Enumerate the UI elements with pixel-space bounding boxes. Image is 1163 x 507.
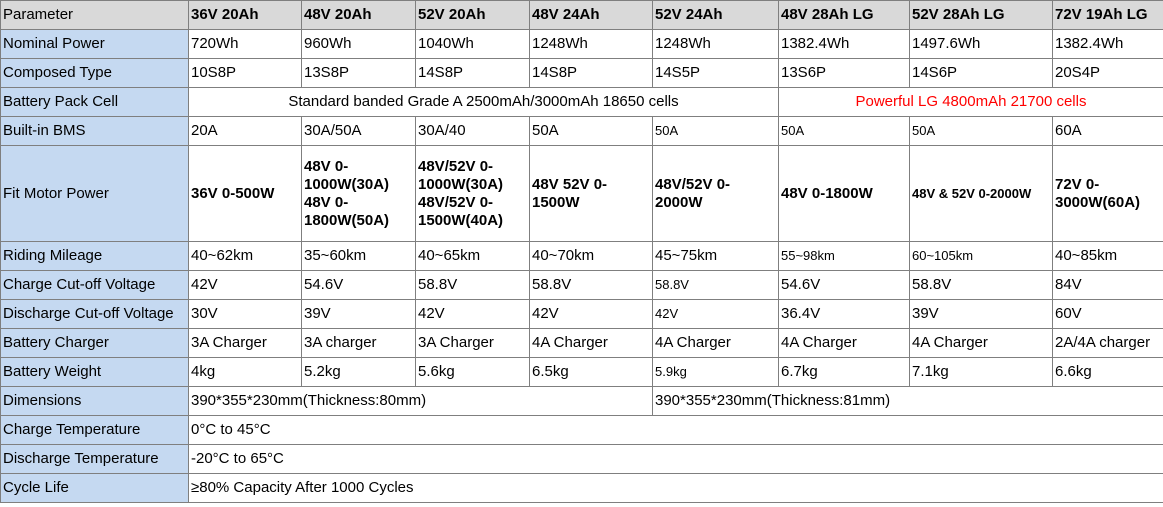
row-cycle-life: [1, 474, 1163, 503]
cell: 5.2kg: [302, 358, 416, 387]
cell: 40~62km: [189, 242, 302, 271]
cell: 58.8V: [653, 271, 779, 300]
lg-cells-note: Powerful LG 4800mAh 21700 cells: [779, 88, 1163, 117]
cell: 4A Charger: [779, 329, 910, 358]
row-discharge-cutoff-voltage: [1, 300, 1163, 329]
cell: 48V/52V 0-1000W(30A) 48V/52V 0-1500W(40A): [416, 146, 530, 242]
cell: 36.4V: [779, 300, 910, 329]
cell: 4A Charger: [653, 329, 779, 358]
row-charge-temperature: [1, 416, 1163, 445]
charge-temperature-value: 0°C to 45°C: [189, 416, 1163, 445]
row-label: Fit Motor Power: [1, 146, 189, 242]
cell: 4A Charger: [530, 329, 653, 358]
row-label: Battery Charger: [1, 329, 189, 358]
cell: 5.9kg: [653, 358, 779, 387]
row-dimensions: [1, 387, 1163, 416]
header-row: [1, 1, 1163, 30]
cell: 48V/52V 0-2000W: [653, 146, 779, 242]
row-discharge-temperature: [1, 445, 1163, 474]
cell: 50A: [779, 117, 910, 146]
cell: 42V: [189, 271, 302, 300]
cell: 36V 0-500W: [189, 146, 302, 242]
cell: 13S6P: [779, 59, 910, 88]
cell: 50A: [530, 117, 653, 146]
cell: 1497.6Wh: [910, 30, 1053, 59]
row-label: Nominal Power: [1, 30, 189, 59]
cell: 84V: [1053, 271, 1163, 300]
row-composed-type: [1, 59, 1163, 88]
row-label: Battery Weight: [1, 358, 189, 387]
cell: 5.6kg: [416, 358, 530, 387]
cell: 960Wh: [302, 30, 416, 59]
cell: 14S5P: [653, 59, 779, 88]
cell: 60V: [1053, 300, 1163, 329]
row-battery-pack-cell: [1, 88, 1163, 117]
cell: 20S4P: [1053, 59, 1163, 88]
cell: 20A: [189, 117, 302, 146]
cell: 2A/4A charger: [1053, 329, 1163, 358]
cell: 60A: [1053, 117, 1163, 146]
dimensions-standard: 390*355*230mm(Thickness:80mm): [189, 387, 653, 416]
row-label: Discharge Temperature: [1, 445, 189, 474]
row-battery-weight: [1, 358, 1163, 387]
row-built-in-bms: [1, 117, 1163, 146]
cell: 1248Wh: [530, 30, 653, 59]
cell: 40~65km: [416, 242, 530, 271]
cell: 3A Charger: [416, 329, 530, 358]
row-charge-cutoff-voltage: [1, 271, 1163, 300]
row-label: Battery Pack Cell: [1, 88, 189, 117]
cell: 42V: [530, 300, 653, 329]
cell: 1248Wh: [653, 30, 779, 59]
cell: 50A: [910, 117, 1053, 146]
cell: 39V: [910, 300, 1053, 329]
cell: 60~105km: [910, 242, 1053, 271]
model-header: 48V 24Ah: [530, 1, 653, 30]
row-riding-mileage: [1, 242, 1163, 271]
row-label: Discharge Cut-off Voltage: [1, 300, 189, 329]
row-battery-charger: [1, 329, 1163, 358]
standard-cells-note: Standard banded Grade A 2500mAh/3000mAh 18650 cells: [189, 88, 779, 117]
cell: 40~70km: [530, 242, 653, 271]
cell: 48V & 52V 0-2000W: [910, 146, 1053, 242]
row-label: Charge Cut-off Voltage: [1, 271, 189, 300]
cell: 55~98km: [779, 242, 910, 271]
cell: 1382.4Wh: [1053, 30, 1163, 59]
row-label: Riding Mileage: [1, 242, 189, 271]
cell: 4kg: [189, 358, 302, 387]
cell: 1040Wh: [416, 30, 530, 59]
cell: 3A charger: [302, 329, 416, 358]
header-label: Parameter: [1, 1, 189, 30]
cell: 14S8P: [416, 59, 530, 88]
cell: 58.8V: [910, 271, 1053, 300]
model-header: 52V 28Ah LG: [910, 1, 1053, 30]
row-nominal-power: [1, 30, 1163, 59]
cell: 48V 52V 0-1500W: [530, 146, 653, 242]
row-label: Dimensions: [1, 387, 189, 416]
cell: 39V: [302, 300, 416, 329]
cell: 54.6V: [302, 271, 416, 300]
cell: 7.1kg: [910, 358, 1053, 387]
cell: 30A/50A: [302, 117, 416, 146]
cell: 4A Charger: [910, 329, 1053, 358]
row-label: Composed Type: [1, 59, 189, 88]
cell: 54.6V: [779, 271, 910, 300]
cell: 10S8P: [189, 59, 302, 88]
cell: 3A Charger: [189, 329, 302, 358]
row-label: Charge Temperature: [1, 416, 189, 445]
cell: 30A/40: [416, 117, 530, 146]
row-fit-motor-power: [1, 146, 1163, 242]
model-header: 36V 20Ah: [189, 1, 302, 30]
cell: 13S8P: [302, 59, 416, 88]
cell: 6.5kg: [530, 358, 653, 387]
model-header: 52V 24Ah: [653, 1, 779, 30]
cell: 14S6P: [910, 59, 1053, 88]
cell: 40~85km: [1053, 242, 1163, 271]
cell: 58.8V: [530, 271, 653, 300]
cell: 14S8P: [530, 59, 653, 88]
model-header: 48V 28Ah LG: [779, 1, 910, 30]
row-label: Built-in BMS: [1, 117, 189, 146]
cell: 6.7kg: [779, 358, 910, 387]
cell: 45~75km: [653, 242, 779, 271]
model-header: 52V 20Ah: [416, 1, 530, 30]
dimensions-large: 390*355*230mm(Thickness:81mm): [653, 387, 1163, 416]
cell: 30V: [189, 300, 302, 329]
model-header: 48V 20Ah: [302, 1, 416, 30]
model-header: 72V 19Ah LG: [1053, 1, 1163, 30]
cell: 42V: [416, 300, 530, 329]
cell: 58.8V: [416, 271, 530, 300]
cell: 1382.4Wh: [779, 30, 910, 59]
cell: 42V: [653, 300, 779, 329]
cell: 72V 0-3000W(60A): [1053, 146, 1163, 242]
cell: 35~60km: [302, 242, 416, 271]
row-label: Cycle Life: [1, 474, 189, 503]
discharge-temperature-value: -20°C to 65°C: [189, 445, 1163, 474]
cell: 6.6kg: [1053, 358, 1163, 387]
cell: 48V 0-1000W(30A) 48V 0-1800W(50A): [302, 146, 416, 242]
cell: 48V 0-1800W: [779, 146, 910, 242]
cell: 50A: [653, 117, 779, 146]
cycle-life-value: ≥80% Capacity After 1000 Cycles: [189, 474, 1163, 503]
cell: 720Wh: [189, 30, 302, 59]
